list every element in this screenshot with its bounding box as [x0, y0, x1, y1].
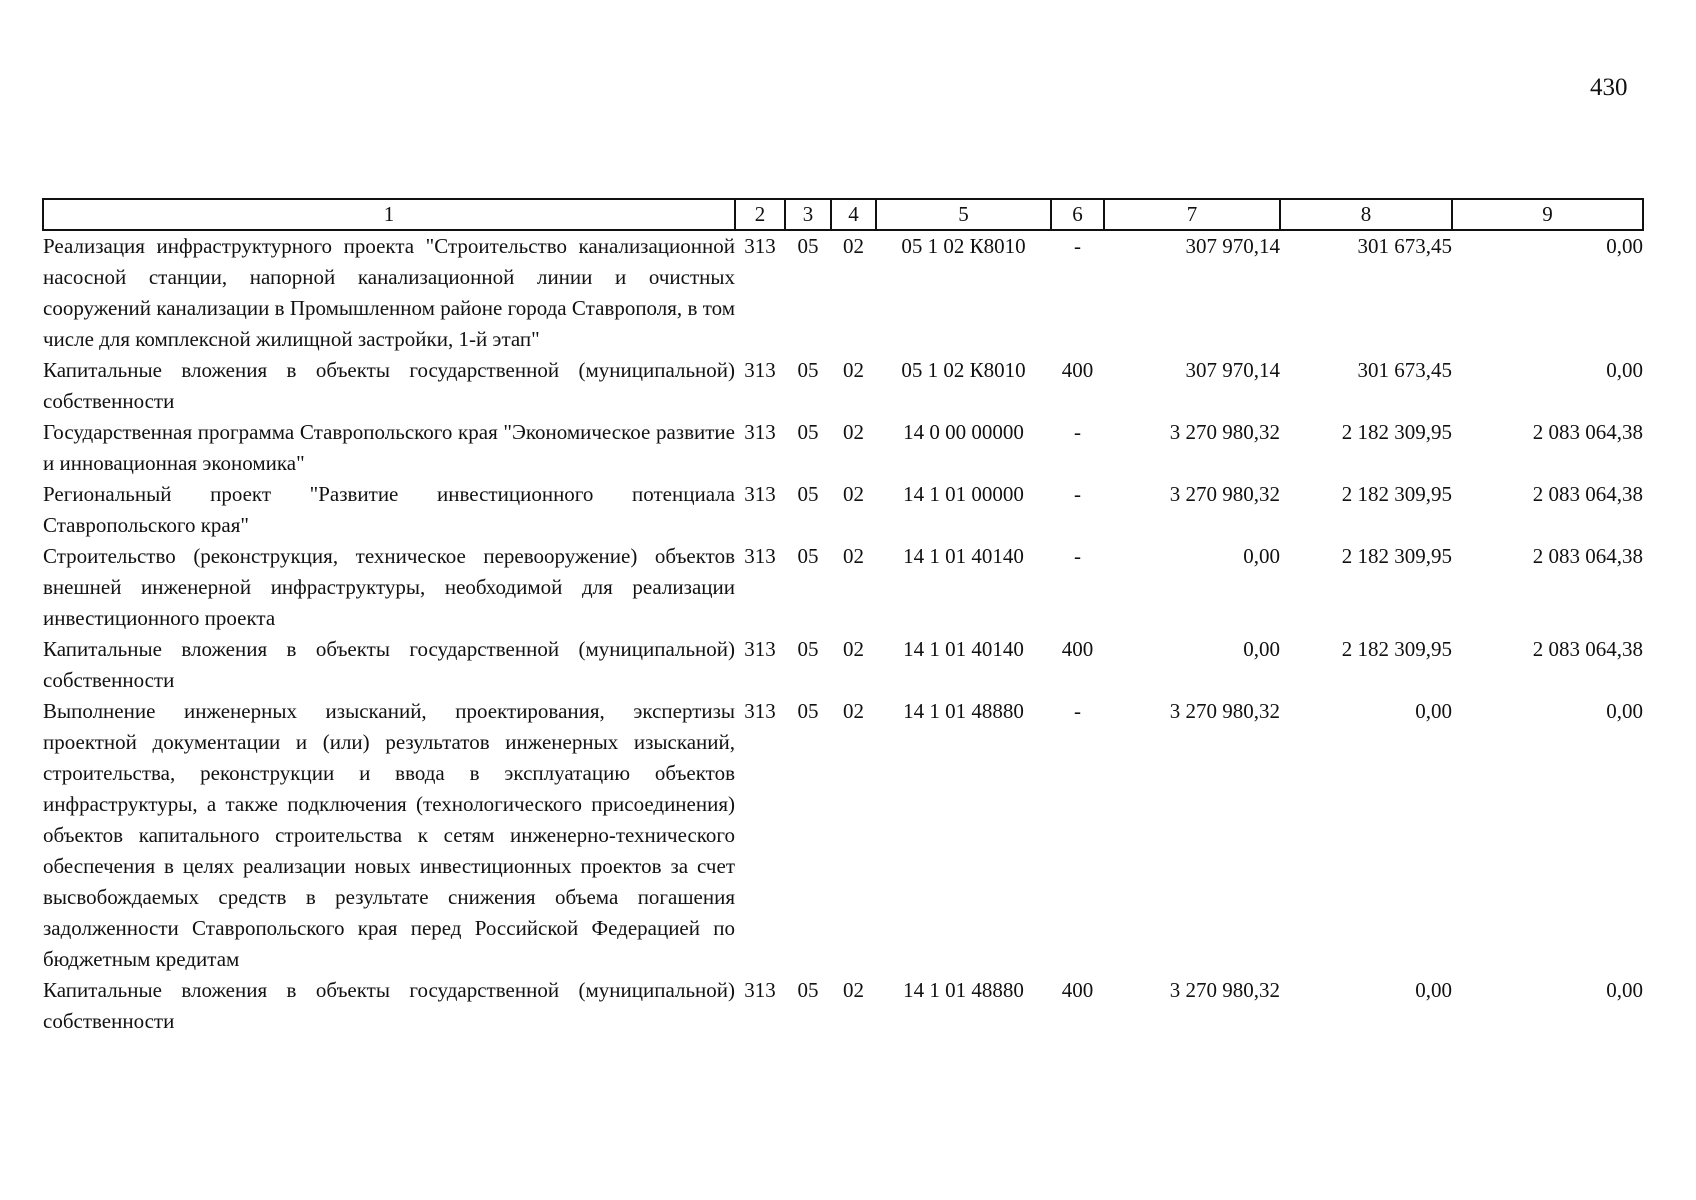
cell-code-subsection: 02: [843, 978, 864, 1002]
budget-table: [42, 198, 1644, 1037]
table-row: [43, 975, 1643, 1037]
cell-code-subsection: 02: [843, 482, 864, 506]
cell-name: Региональный проект "Развитие инвестиционного потенциала Ставропольского края": [43, 482, 735, 537]
cell-code-expense-type: 400: [1061, 637, 1094, 661]
cell-amount-7: 3 270 980,32: [1169, 420, 1280, 444]
header-col-8: 8: [1280, 199, 1452, 230]
cell-name: Капитальные вложения в объекты государственной (муниципальной) собственности: [43, 358, 735, 413]
cell-amount-8: 2 182 309,95: [1341, 482, 1452, 506]
cell-amount-9: 2 083 064,38: [1532, 482, 1643, 506]
header-col-4: 4: [831, 199, 876, 230]
header-col-6: 6: [1051, 199, 1104, 230]
cell-name: Государственная программа Ставропольского края "Экономическое развитие и инновационная экономика": [43, 420, 735, 475]
cell-amount-9: 2 083 064,38: [1532, 420, 1643, 444]
table-row: [43, 355, 1643, 417]
page-number: 430: [1590, 74, 1628, 101]
cell-code-ministry: 313: [744, 699, 776, 723]
cell-code-subsection: 02: [843, 637, 864, 661]
cell-code-ministry: 313: [744, 978, 776, 1002]
cell-code-ministry: 313: [744, 234, 776, 258]
cell-amount-9: 0,00: [1606, 358, 1643, 382]
cell-code-subsection: 02: [843, 358, 864, 382]
table-row: [43, 230, 1643, 355]
cell-code-expense-type: 400: [1061, 978, 1094, 1002]
cell-code-subsection: 02: [843, 699, 864, 723]
cell-amount-8: 2 182 309,95: [1341, 544, 1452, 568]
cell-code-section: 05: [797, 358, 819, 382]
cell-name: Выполнение инженерных изысканий, проектирования, экспертизы проектной документации и (или) результатов инженерных изысканий, строительства, реконструкции и ввода в эксплуатацию объектов инфраструктуры, а также подключения (технологического присоединения) объектов капитального строительства к сетям инженерно-технического обеспечения в целях реализации новых инвестиционных проектов за счет высвобождаемых средств в результате снижения объема погашения задолженности Ставропольского края перед Российской Федерацией по бюджетным кредитам: [43, 699, 735, 971]
cell-code-target: 14 1 01 00000: [903, 482, 1024, 506]
cell-code-expense-type: -: [1074, 544, 1081, 568]
cell-amount-9: 0,00: [1606, 978, 1643, 1002]
cell-code-ministry: 313: [744, 544, 776, 568]
cell-name: Капитальные вложения в объекты государственной (муниципальной) собственности: [43, 637, 735, 692]
table-row: [43, 417, 1643, 479]
cell-code-section: 05: [797, 234, 819, 258]
cell-code-target: 05 1 02 К8010: [901, 358, 1026, 382]
cell-amount-8: 2 182 309,95: [1341, 420, 1452, 444]
cell-code-section: 05: [797, 978, 819, 1002]
cell-amount-7: 3 270 980,32: [1169, 482, 1280, 506]
cell-code-subsection: 02: [843, 420, 864, 444]
cell-amount-8: 0,00: [1415, 699, 1452, 723]
header-col-9: 9: [1452, 199, 1643, 230]
cell-amount-7: 0,00: [1243, 637, 1280, 661]
header-col-7: 7: [1104, 199, 1280, 230]
cell-amount-7: 3 270 980,32: [1169, 699, 1280, 723]
header-col-3: 3: [785, 199, 831, 230]
cell-code-ministry: 313: [744, 482, 776, 506]
cell-code-section: 05: [797, 420, 819, 444]
cell-code-section: 05: [797, 544, 819, 568]
header-col-1: 1: [43, 199, 735, 230]
cell-amount-8: 2 182 309,95: [1341, 637, 1452, 661]
cell-code-target: 14 1 01 48880: [903, 699, 1024, 723]
cell-name: Капитальные вложения в объекты государственной (муниципальной) собственности: [43, 978, 735, 1033]
cell-code-expense-type: -: [1074, 420, 1081, 444]
table-header: [43, 199, 1643, 230]
cell-code-target: 14 1 01 40140: [903, 544, 1024, 568]
cell-code-section: 05: [797, 482, 819, 506]
cell-code-subsection: 02: [843, 234, 864, 258]
cell-code-target: 14 1 01 40140: [903, 637, 1024, 661]
cell-code-expense-type: 400: [1061, 358, 1094, 382]
cell-amount-9: 2 083 064,38: [1532, 544, 1643, 568]
cell-name: Строительство (реконструкция, техническое перевооружение) объектов внешней инженерной инфраструктуры, необходимой для реализации инвестиционного проекта: [43, 544, 735, 630]
header-row: [43, 199, 1643, 230]
cell-amount-7: 307 970,14: [1185, 234, 1280, 258]
cell-code-section: 05: [797, 699, 819, 723]
cell-amount-8: 301 673,45: [1357, 358, 1452, 382]
header-col-5: 5: [876, 199, 1051, 230]
table-row: [43, 634, 1643, 696]
cell-name: Реализация инфраструктурного проекта "Строительство канализационной насосной станции, напорной канализационной линии и очистных сооружений канализации в Промышленном районе города Ставрополя, в том числе для комплексной жилищной застройки, 1-й этап": [43, 234, 735, 351]
cell-code-target: 14 1 01 48880: [903, 978, 1024, 1002]
cell-amount-9: 0,00: [1606, 699, 1643, 723]
cell-code-ministry: 313: [744, 637, 776, 661]
cell-amount-7: 307 970,14: [1185, 358, 1280, 382]
cell-code-expense-type: -: [1074, 699, 1081, 723]
cell-code-target: 05 1 02 К8010: [901, 234, 1026, 258]
cell-code-subsection: 02: [843, 544, 864, 568]
table-row: [43, 479, 1643, 541]
cell-code-section: 05: [797, 637, 819, 661]
cell-amount-9: 0,00: [1606, 234, 1643, 258]
table-row: [43, 541, 1643, 634]
cell-code-ministry: 313: [744, 420, 776, 444]
table-row: [43, 696, 1643, 975]
cell-amount-7: 3 270 980,32: [1169, 978, 1280, 1002]
cell-code-target: 14 0 00 00000: [903, 420, 1024, 444]
cell-amount-9: 2 083 064,38: [1532, 637, 1643, 661]
cell-amount-7: 0,00: [1243, 544, 1280, 568]
cell-amount-8: 0,00: [1415, 978, 1452, 1002]
cell-code-expense-type: -: [1074, 234, 1081, 258]
cell-code-expense-type: -: [1074, 482, 1081, 506]
cell-code-ministry: 313: [744, 358, 776, 382]
cell-amount-8: 301 673,45: [1357, 234, 1452, 258]
table-body: [43, 230, 1643, 1037]
header-col-2: 2: [735, 199, 785, 230]
